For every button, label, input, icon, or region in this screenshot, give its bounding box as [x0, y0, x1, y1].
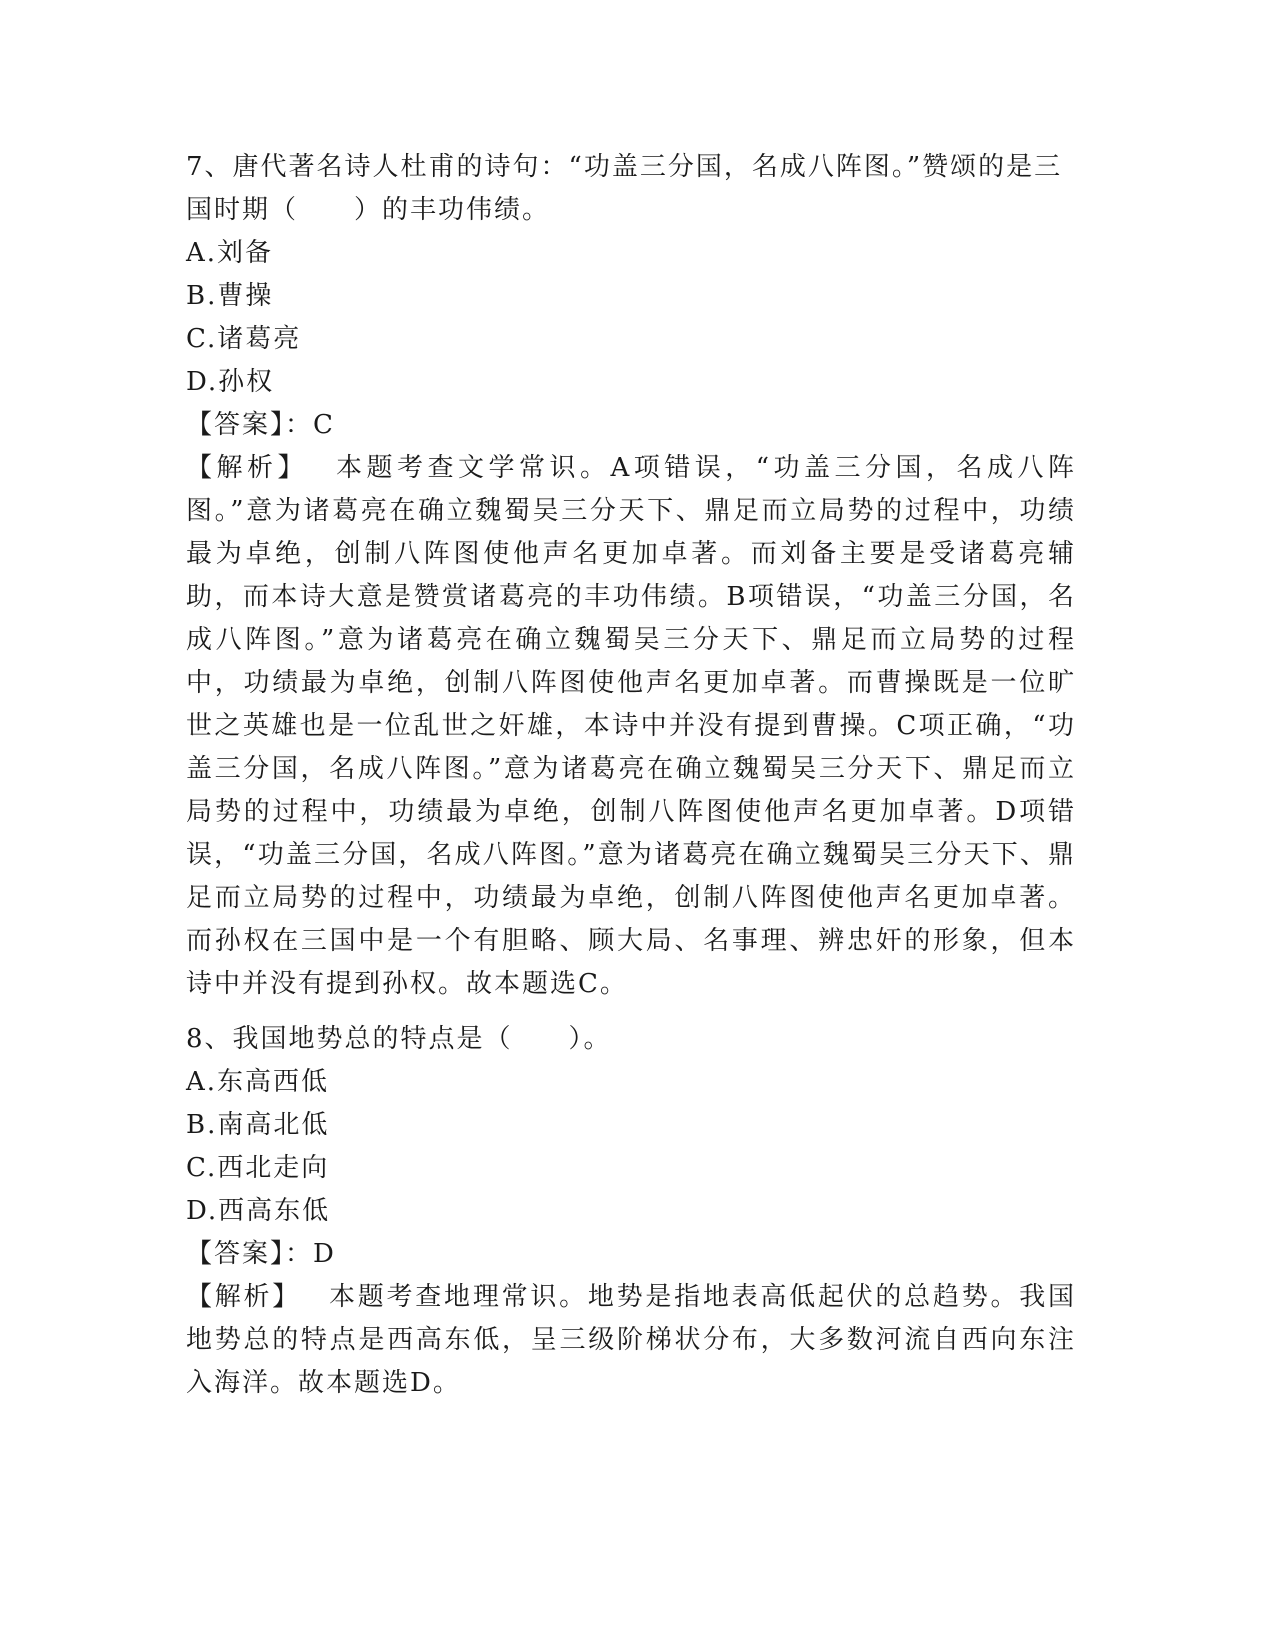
option-a: A.刘备 [186, 238, 274, 268]
option-c: C.诸葛亮 [186, 324, 302, 354]
analysis-label: 【解析】 [186, 453, 308, 483]
question-stem: 8、我国地势总的特点是（ ）。 [186, 1024, 612, 1054]
answer-value: D [313, 1239, 336, 1269]
option-b: B.南高北低 [186, 1110, 330, 1140]
answer-row [186, 404, 1086, 447]
answer-row [186, 1233, 1086, 1276]
question-stem: 7、唐代著名诗人杜甫的诗句：“功盖三分国，名成八阵图。”赞颂的是三国时期（ ）的丰功伟绩。 [186, 152, 1063, 225]
option-d: D.西高东低 [186, 1196, 331, 1226]
option-d: D.孙权 [186, 367, 275, 397]
answer-value: C [313, 410, 335, 440]
document-page [186, 146, 1086, 1405]
option-a: A.东高西低 [186, 1067, 330, 1097]
option-c: C.西北走向 [186, 1153, 330, 1183]
question-7 [186, 146, 1086, 1006]
analysis-block [186, 447, 1076, 1006]
analysis-text: 本题考查地理常识。地势是指地表高低起伏的总趋势。我国地势总的特点是西高东低，呈三级阶梯状分布，大多数河流自西向东注入海洋。故本题选D。 [186, 1282, 1076, 1398]
analysis-block [186, 1276, 1076, 1405]
option-b: B.曹操 [186, 281, 274, 311]
analysis-label: 【解析】 [186, 1282, 302, 1312]
analysis-text: 本题考查文学常识。A项错误，“功盖三分国，名成八阵图。”意为诸葛亮在确立魏蜀吴三分天下、鼎足而立局势的过程中，功绩最为卓绝，创制八阵图使他声名更加卓著。而刘备主要是受诸葛亮辅助，而本诗大意是赞赏诸葛亮的丰功伟绩。B项错误，“功盖三分国，名成八阵图。”意为诸葛亮在确立魏蜀吴三分天下、鼎足而立局势的过程中，功绩最为卓绝，创制八阵图使他声名更加卓著。而曹操既是一位旷世之英雄也是一位乱世之奸雄，本诗中并没有提到曹操。C项正确，“功盖三分国，名成八阵图。”意为诸葛亮在确立魏蜀吴三分天下、鼎足而立局势的过程中，功绩最为卓绝，创制八阵图使他声名更加卓著。D项错误，“功盖三分国，名成八阵图。”意为诸葛亮在确立魏蜀吴三分天下、鼎足而立局势的过程中，功绩最为卓绝，创制八阵图使他声名更加卓著。而孙权在三国中是一个有胆略、顾大局、名事理、辨忠奸的形象，但本诗中并没有提到孙权。故本题选C。 [186, 453, 1076, 999]
answer-label: 【答案】： [186, 1239, 314, 1269]
question-8 [186, 1018, 1086, 1405]
answer-label: 【答案】： [186, 410, 314, 440]
